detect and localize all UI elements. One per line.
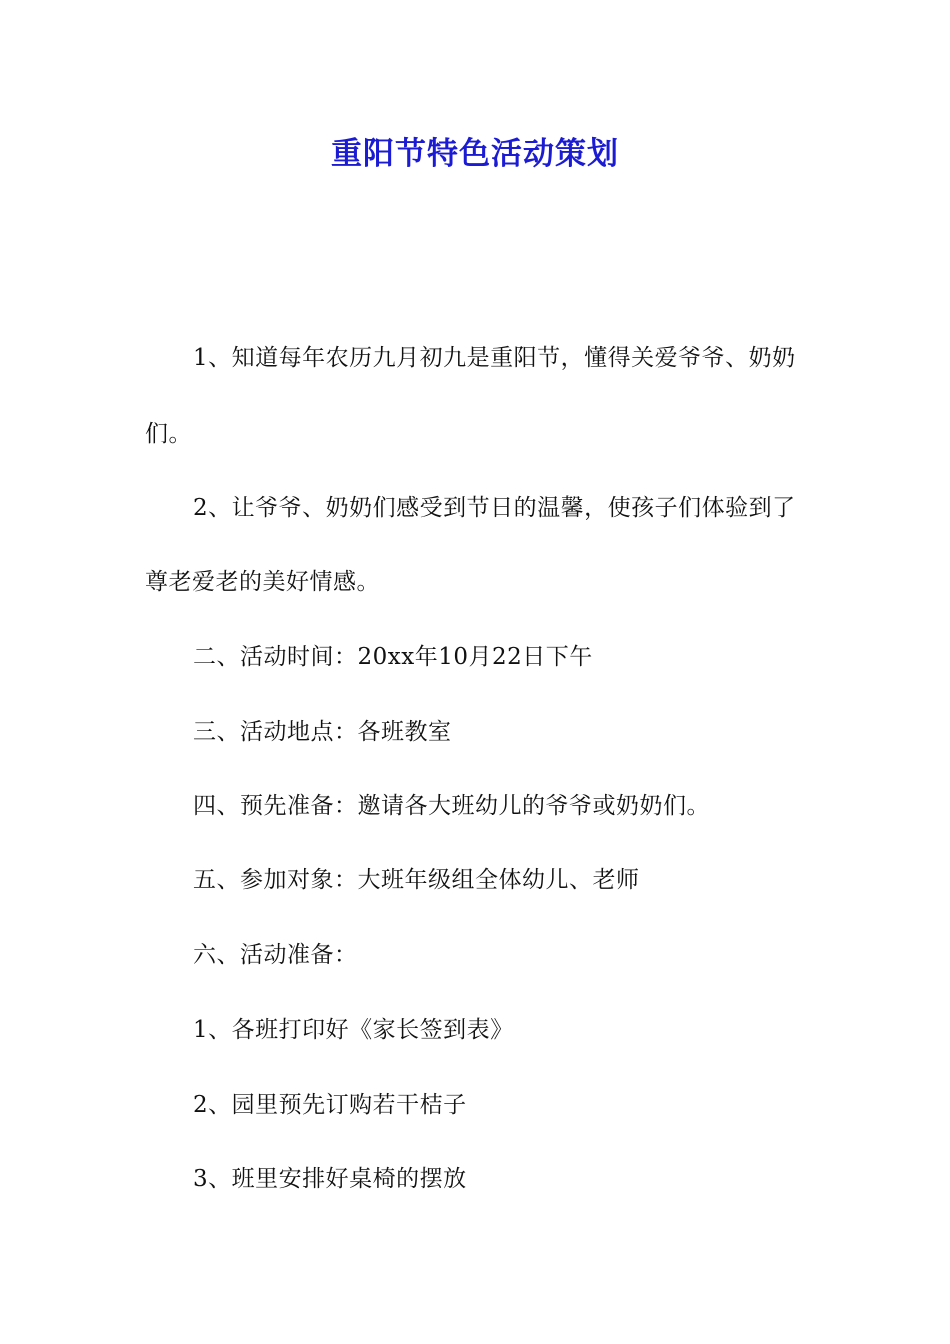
paragraph-line: 五、参加对象：大班年级组全体幼儿、老师 (193, 867, 640, 893)
paragraph-line: 尊老爱老的美好情感。 (145, 569, 380, 595)
paragraph-line: 1、各班打印好《家长签到表》 (193, 1017, 514, 1043)
document-title: 重阳节特色活动策划 (331, 136, 619, 172)
paragraph-line: 三、活动地点：各班教室 (193, 719, 452, 745)
paragraph-line: 四、预先准备：邀请各大班幼儿的爷爷或奶奶们。 (193, 793, 710, 819)
paragraph-line: 1、知道每年农历九月初九是重阳节，懂得关爱爷爷、奶奶 (193, 345, 796, 371)
paragraph-line: 2、让爷爷、奶奶们感受到节日的温馨，使孩子们体验到了 (193, 495, 796, 521)
paragraph-line: 3、班里安排好桌椅的摆放 (193, 1166, 467, 1192)
paragraph-line: 六、活动准备： (193, 942, 358, 968)
paragraph-line: 二、活动时间：20xx年10月22日下午 (193, 644, 593, 670)
paragraph-line: 们。 (145, 421, 192, 447)
paragraph-line: 2、园里预先订购若干桔子 (193, 1092, 467, 1118)
